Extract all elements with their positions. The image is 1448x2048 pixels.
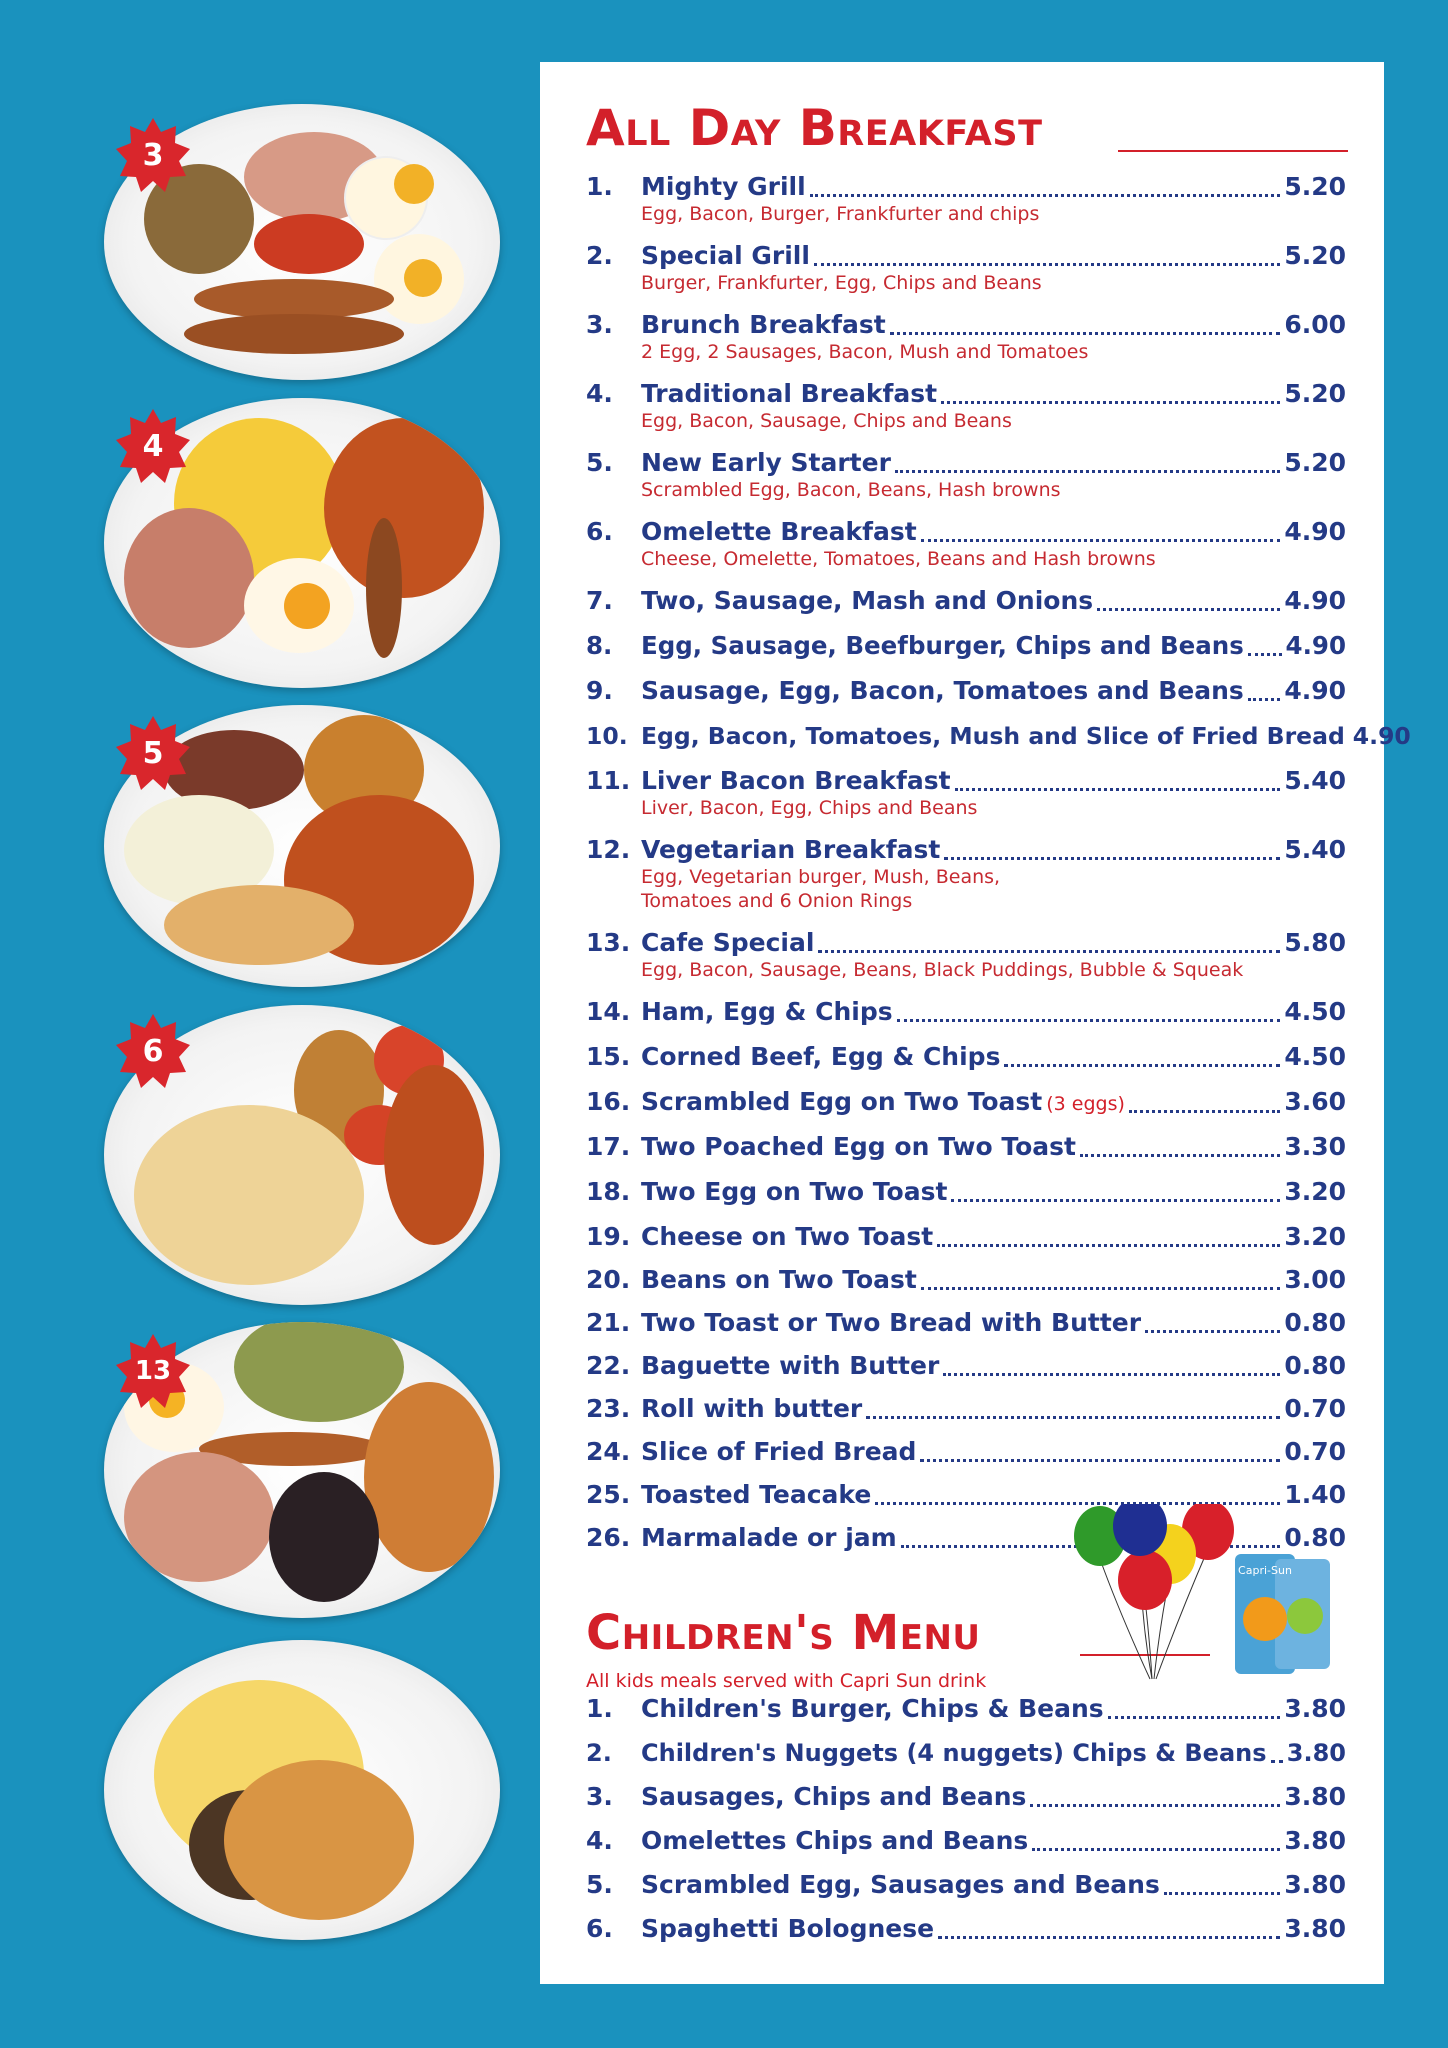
menu-item xyxy=(586,1132,1346,1162)
item-number: 4. xyxy=(586,1826,613,1855)
item-description: Egg, Vegetarian burger, Mush, Beans, Tomatoes and 6 Onion Rings xyxy=(641,866,1001,912)
item-number: 13. xyxy=(586,928,631,957)
menu-item-line xyxy=(586,766,1346,796)
item-price: 5.20 xyxy=(1284,241,1346,270)
item-name: Scrambled Egg on Two Toast xyxy=(641,1087,1043,1116)
dot-leader xyxy=(1145,1330,1280,1333)
menu-item xyxy=(586,586,1346,616)
item-name: Liver Bacon Breakfast xyxy=(641,766,951,795)
dot-leader xyxy=(1097,608,1280,611)
item-name: Slice of Fried Bread xyxy=(641,1437,917,1466)
item-name: Marmalade or jam xyxy=(641,1523,897,1552)
dot-leader xyxy=(1004,1064,1280,1067)
item-name: Roll with butter xyxy=(641,1394,863,1423)
item-number: 19. xyxy=(586,1222,631,1251)
breakfast-menu xyxy=(586,172,1411,1622)
item-name: Children's Nuggets (4 nuggets) Chips & Beans xyxy=(641,1739,1267,1767)
dot-leader xyxy=(814,263,1280,266)
dot-leader xyxy=(951,1199,1280,1202)
children-subtitle: All kids meals served with Capri Sun drink xyxy=(586,1670,987,1692)
badge-3 xyxy=(116,118,190,192)
dot-leader xyxy=(1032,1848,1280,1851)
item-price: 0.70 xyxy=(1284,1394,1346,1423)
item-number: 4. xyxy=(586,379,613,408)
children-title: Children's Menu xyxy=(586,1605,981,1661)
item-price: 4.90 xyxy=(1284,517,1346,546)
menu-item xyxy=(586,517,1346,571)
item-price: 5.20 xyxy=(1284,172,1346,201)
item-number: 16. xyxy=(586,1087,631,1116)
menu-item xyxy=(586,1694,1346,1724)
menu-item-line xyxy=(586,1087,1346,1119)
item-price: 4.50 xyxy=(1284,997,1346,1026)
menu-item-line xyxy=(586,1870,1346,1900)
menu-item-line xyxy=(586,721,1411,751)
menu-item xyxy=(586,928,1346,982)
item-name: Cheese on Two Toast xyxy=(641,1222,934,1251)
item-number: 7. xyxy=(586,586,613,615)
item-price: 5.80 xyxy=(1284,928,1346,957)
dot-leader xyxy=(955,788,1281,791)
menu-item xyxy=(586,997,1346,1027)
menu-item-line xyxy=(586,1394,1346,1424)
menu-item-line xyxy=(586,1782,1346,1812)
item-number: 17. xyxy=(586,1132,631,1161)
item-name: Omelette Breakfast xyxy=(641,517,917,546)
item-number: 12. xyxy=(586,835,631,864)
menu-item xyxy=(586,676,1346,706)
menu-item-line xyxy=(586,1132,1346,1162)
dot-leader xyxy=(890,332,1281,335)
item-number: 14. xyxy=(586,997,631,1026)
item-price: 0.80 xyxy=(1284,1351,1346,1380)
item-number: 23. xyxy=(586,1394,631,1423)
menu-item xyxy=(586,1782,1346,1812)
dot-leader xyxy=(1248,698,1281,701)
dot-leader xyxy=(1248,653,1282,656)
item-price: 3.20 xyxy=(1284,1177,1346,1206)
menu-item xyxy=(586,721,1411,751)
menu-item xyxy=(586,1042,1346,1072)
item-number: 6. xyxy=(586,1914,613,1943)
dot-leader xyxy=(920,1459,1280,1462)
dot-leader xyxy=(943,1373,1280,1376)
dot-leader xyxy=(1080,1154,1280,1157)
item-number: 21. xyxy=(586,1308,631,1337)
item-name: Special Grill xyxy=(641,241,810,270)
item-name: Two Egg on Two Toast xyxy=(641,1177,948,1206)
item-number: 25. xyxy=(586,1480,631,1509)
menu-item xyxy=(586,310,1346,364)
item-price: 3.80 xyxy=(1284,1694,1346,1723)
dot-leader xyxy=(1108,1716,1281,1719)
item-number: 10. xyxy=(586,722,628,750)
item-name: Brunch Breakfast xyxy=(641,310,886,339)
dot-leader xyxy=(941,401,1280,404)
menu-item-line xyxy=(586,517,1346,547)
dot-leader xyxy=(938,1936,1280,1939)
item-price: 4.50 xyxy=(1284,1042,1346,1071)
item-description: Burger, Frankfurter, Egg, Chips and Beans xyxy=(641,272,1042,294)
menu-item-line xyxy=(586,835,1346,865)
children-menu xyxy=(586,1694,1346,1964)
item-number: 15. xyxy=(586,1042,631,1071)
item-name: Egg, Sausage, Beefburger, Chips and Beans xyxy=(641,631,1244,660)
badge-number: 13 xyxy=(134,1356,172,1386)
dot-leader xyxy=(897,1019,1281,1022)
item-number: 6. xyxy=(586,517,613,546)
menu-item xyxy=(586,241,1346,295)
menu-item xyxy=(586,1087,1346,1119)
item-number: 2. xyxy=(586,1739,612,1767)
item-description: 2 Egg, 2 Sausages, Bacon, Mush and Tomatoes xyxy=(641,341,1089,363)
balloons-and-drink-icon xyxy=(1060,1504,1360,1694)
item-number: 3. xyxy=(586,310,613,339)
dot-leader xyxy=(895,470,1280,473)
menu-item xyxy=(586,1826,1346,1856)
menu-panel xyxy=(540,62,1411,1984)
item-name: Ham, Egg & Chips xyxy=(641,997,893,1026)
item-number: 26. xyxy=(586,1523,631,1552)
menu-item xyxy=(586,1394,1346,1424)
menu-item xyxy=(586,1870,1346,1900)
menu-item xyxy=(586,766,1346,820)
item-name: Baguette with Butter xyxy=(641,1351,940,1380)
menu-item-line xyxy=(586,310,1346,340)
item-number: 1. xyxy=(586,172,613,201)
item-number: 22. xyxy=(586,1351,631,1380)
item-name: Two Toast or Two Bread with Butter xyxy=(641,1308,1142,1337)
item-price: 3.80 xyxy=(1284,1782,1346,1811)
item-note: (3 eggs) xyxy=(1046,1093,1125,1115)
menu-item xyxy=(586,1738,1346,1768)
menu-item xyxy=(586,172,1346,226)
item-description: Egg, Bacon, Sausage, Chips and Beans xyxy=(641,410,1012,432)
item-price: 0.80 xyxy=(1284,1308,1346,1337)
item-price: 1.40 xyxy=(1284,1480,1346,1509)
item-name: Two, Sausage, Mash and Onions xyxy=(641,586,1094,615)
item-price: 3.00 xyxy=(1284,1265,1346,1294)
item-number: 11. xyxy=(586,766,631,795)
item-price: 3.60 xyxy=(1284,1087,1346,1116)
item-price: 3.80 xyxy=(1284,1870,1346,1899)
item-name: Corned Beef, Egg & Chips xyxy=(641,1042,1001,1071)
photo-column xyxy=(0,0,540,2048)
item-price: 3.80 xyxy=(1284,1914,1346,1943)
item-name: Sausage, Egg, Bacon, Tomatoes and Beans xyxy=(641,676,1244,705)
item-number: 20. xyxy=(586,1265,631,1294)
item-price: 4.90 xyxy=(1285,631,1346,660)
menu-item-line xyxy=(586,928,1346,958)
menu-item-line xyxy=(586,1437,1346,1467)
item-name: New Early Starter xyxy=(641,448,891,477)
menu-item-line xyxy=(586,676,1346,706)
menu-item xyxy=(586,1351,1346,1381)
item-price: 4.90 xyxy=(1284,586,1346,615)
dot-leader xyxy=(818,950,1280,953)
menu-item-line xyxy=(586,631,1346,661)
menu-item-line xyxy=(586,448,1346,478)
item-name: Toasted Teacake xyxy=(641,1480,872,1509)
menu-item xyxy=(586,448,1346,502)
item-number: 18. xyxy=(586,1177,631,1206)
dot-leader xyxy=(1164,1892,1280,1895)
menu-item xyxy=(586,1914,1346,1944)
item-price: 0.70 xyxy=(1284,1437,1346,1466)
menu-item xyxy=(586,631,1346,661)
badge-4 xyxy=(116,409,190,483)
menu-item-line xyxy=(586,997,1346,1027)
menu-item-line xyxy=(586,1177,1346,1207)
menu-item-line xyxy=(586,586,1346,616)
dot-leader xyxy=(1129,1110,1280,1113)
item-name: Two Poached Egg on Two Toast xyxy=(641,1132,1076,1161)
menu-item xyxy=(586,1437,1346,1467)
item-name: Beans on Two Toast xyxy=(641,1265,917,1294)
item-description: Egg, Bacon, Sausage, Beans, Black Puddings, Bubble & Squeak xyxy=(641,959,1244,981)
item-name: Spaghetti Bolognese xyxy=(641,1914,935,1943)
dot-leader xyxy=(921,539,1281,542)
item-number: 3. xyxy=(586,1782,613,1811)
menu-item xyxy=(586,379,1346,433)
item-price: 5.20 xyxy=(1284,379,1346,408)
item-description: Scrambled Egg, Bacon, Beans, Hash browns xyxy=(641,479,1061,501)
item-number: 5. xyxy=(586,1870,613,1899)
dot-leader xyxy=(810,194,1281,197)
item-name: Egg, Bacon, Tomatoes, Mush and Slice of Fried Bread xyxy=(641,722,1345,750)
item-name: Vegetarian Breakfast xyxy=(641,835,941,864)
drink-label: Capri-Sun xyxy=(1238,1564,1292,1577)
item-price: 3.80 xyxy=(1286,1739,1346,1767)
menu-item-line xyxy=(586,379,1346,409)
menu-item xyxy=(586,1177,1346,1207)
dot-leader xyxy=(937,1244,1280,1247)
menu-item-line xyxy=(586,1308,1346,1338)
dot-leader xyxy=(1030,1804,1280,1807)
menu-item xyxy=(586,1222,1346,1252)
item-price: 5.40 xyxy=(1284,766,1346,795)
dot-leader xyxy=(1271,1760,1283,1763)
item-price: 4.90 xyxy=(1352,722,1411,750)
item-name: Sausages, Chips and Beans xyxy=(641,1782,1027,1811)
item-description: Liver, Bacon, Egg, Chips and Beans xyxy=(641,797,978,819)
menu-item-line xyxy=(586,1694,1346,1724)
item-number: 9. xyxy=(586,676,613,705)
item-number: 24. xyxy=(586,1437,631,1466)
menu-item-line xyxy=(586,172,1346,202)
badge-5 xyxy=(116,716,190,790)
item-name: Omelettes Chips and Beans xyxy=(641,1826,1029,1855)
menu-item-line xyxy=(586,1265,1346,1295)
item-number: 5. xyxy=(586,448,613,477)
dot-leader xyxy=(866,1416,1280,1419)
badge-number: 6 xyxy=(142,1033,164,1069)
item-price: 3.30 xyxy=(1284,1132,1346,1161)
badge-13 xyxy=(116,1334,190,1408)
item-name: Mighty Grill xyxy=(641,172,806,201)
item-description: Cheese, Omelette, Tomatoes, Beans and Hash browns xyxy=(641,548,1156,570)
dish-photo-burger xyxy=(104,1640,500,1940)
dot-leader xyxy=(921,1287,1280,1290)
badge-number: 5 xyxy=(142,735,164,771)
menu-item-line xyxy=(586,1826,1346,1856)
item-price: 3.20 xyxy=(1284,1222,1346,1251)
breakfast-title-underline xyxy=(1118,150,1348,152)
menu-item-line xyxy=(586,1738,1346,1768)
item-name: Traditional Breakfast xyxy=(641,379,938,408)
item-number: 1. xyxy=(586,1694,613,1723)
item-price: 0.80 xyxy=(1284,1523,1346,1552)
menu-item-line xyxy=(586,1042,1346,1072)
item-description: Egg, Bacon, Burger, Frankfurter and chips xyxy=(641,203,1040,225)
badge-6 xyxy=(116,1014,190,1088)
menu-item-line xyxy=(586,1914,1346,1944)
item-price: 5.20 xyxy=(1284,448,1346,477)
breakfast-title: All Day Breakfast xyxy=(586,99,1043,157)
menu-item xyxy=(586,1308,1346,1338)
badge-number: 4 xyxy=(142,428,164,464)
menu-item-line xyxy=(586,1351,1346,1381)
menu-item-line xyxy=(586,1222,1346,1252)
item-name: Cafe Special xyxy=(641,928,815,957)
menu-item xyxy=(586,1265,1346,1295)
badge-number: 3 xyxy=(142,137,164,173)
item-price: 5.40 xyxy=(1284,835,1346,864)
item-name: Scrambled Egg, Sausages and Beans xyxy=(641,1870,1160,1899)
item-price: 3.80 xyxy=(1284,1826,1346,1855)
item-name: Children's Burger, Chips & Beans xyxy=(641,1694,1104,1723)
menu-item-line xyxy=(586,241,1346,271)
item-price: 6.00 xyxy=(1284,310,1346,339)
item-number: 2. xyxy=(586,241,613,270)
menu-item xyxy=(586,835,1346,913)
item-number: 8. xyxy=(586,631,613,660)
item-price: 4.90 xyxy=(1284,676,1346,705)
dot-leader xyxy=(944,857,1280,860)
